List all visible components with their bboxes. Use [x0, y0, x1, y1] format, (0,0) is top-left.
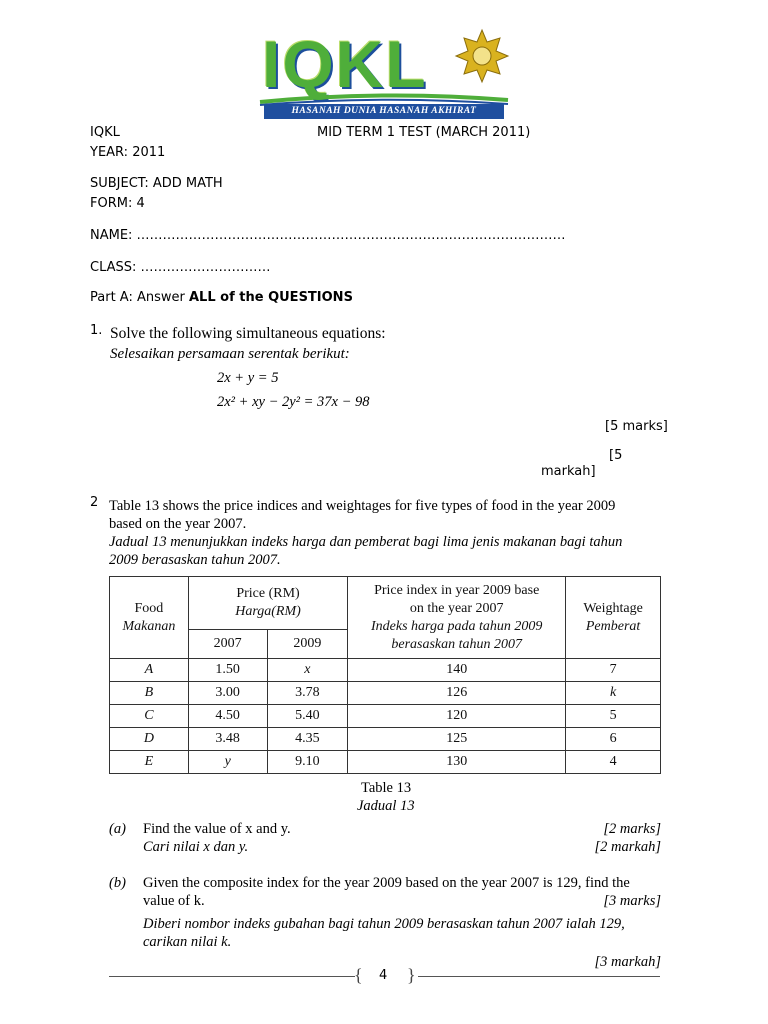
cell-price-2009: 4.35	[267, 728, 348, 751]
price-index-table	[109, 576, 661, 774]
star-emblem-icon	[454, 28, 510, 84]
cell-index: 130	[348, 751, 566, 774]
cell-price-2007: 4.50	[188, 705, 267, 728]
q1-marks-ms-2: markah]	[541, 464, 596, 479]
cell-index: 120	[348, 705, 566, 728]
header-price	[188, 577, 347, 630]
header-weightage	[566, 577, 661, 659]
q2a-text-en: Find the value of x and y.	[143, 821, 291, 837]
header-weightage-ms: Pemberat	[585, 618, 641, 634]
table-row	[110, 705, 661, 728]
cell-price-2009: 3.78	[267, 682, 348, 705]
part-a-instruction	[90, 290, 353, 306]
cell-price-2009: x	[267, 659, 348, 682]
q2-text-en-1: Table 13 shows the price indices and weightages for five types of food in the year 2009	[109, 498, 616, 514]
q1-number: 1.	[90, 323, 103, 338]
header-index-en-1: Price index in year 2009 base	[374, 582, 540, 598]
q2b-text-ms-1: Diberi nombor indeks gubahan bagi tahun 2009 berasaskan tahun 2007 ialah 129,	[143, 916, 625, 932]
cell-weightage: 7	[566, 659, 661, 682]
footer-rule-right	[418, 976, 660, 977]
table-row	[110, 728, 661, 751]
header-year-2007: 2007	[188, 630, 267, 659]
header-index	[348, 577, 566, 659]
form-line: FORM: 4	[90, 196, 145, 211]
header-food-en: Food	[134, 600, 164, 616]
cell-price-2007: y	[188, 751, 267, 774]
q2-text-ms-2: 2009 berasaskan tahun 2007.	[109, 552, 281, 568]
cell-food: A	[110, 659, 189, 682]
subject-line: SUBJECT: ADD MATH	[90, 176, 223, 191]
q2a-text-ms: Cari nilai x dan y.	[143, 839, 249, 855]
q2b-text-en-1: Given the composite index for the year 2009 based on the year 2007 is 129, find the	[143, 875, 630, 891]
test-title: MID TERM 1 TEST (MARCH 2011)	[317, 125, 531, 140]
table-row	[110, 682, 661, 705]
table-row	[110, 659, 661, 682]
q2a-marks-en: [2 marks]	[603, 821, 661, 837]
cell-index: 126	[348, 682, 566, 705]
cell-price-2009: 5.40	[267, 705, 348, 728]
header-index-ms-2: berasaskan tahun 2007	[391, 636, 523, 652]
q2b-text-en-2: value of k.	[143, 893, 205, 909]
q2a-marks-ms: [2 markah]	[594, 839, 661, 855]
q1-equation-2: 2x² + xy − 2y² = 37x − 98	[217, 394, 370, 410]
header-food-ms: Makanan	[122, 618, 176, 634]
logo-tagline: HASANAH DUNIA HASANAH AKHIRAT	[264, 104, 504, 119]
cell-food: C	[110, 705, 189, 728]
cell-index: 140	[348, 659, 566, 682]
header-weightage-en: Weightage	[583, 600, 643, 616]
q1-marks-ms-1: [5	[609, 448, 623, 463]
header-price-ms: Harga(RM)	[235, 604, 301, 619]
cell-price-2007: 1.50	[188, 659, 267, 682]
header-price-en: Price (RM)	[236, 586, 300, 601]
q1-text-en: Solve the following simultaneous equations:	[110, 325, 386, 342]
class-line: CLASS: …………………………	[90, 260, 271, 275]
cell-weightage: 4	[566, 751, 661, 774]
year-line: YEAR: 2011	[90, 145, 166, 160]
cell-food: D	[110, 728, 189, 751]
table-row	[110, 751, 661, 774]
page-number: 4	[379, 968, 388, 983]
q2b-marks-en: [3 marks]	[603, 893, 661, 909]
q1-equation-1: 2x + y = 5	[217, 370, 279, 386]
q2b-text-ms-2: carikan nilai k.	[143, 934, 232, 950]
cell-weightage: 5	[566, 705, 661, 728]
cell-index: 125	[348, 728, 566, 751]
cell-food: B	[110, 682, 189, 705]
part-a-prefix: Part A: Answer	[90, 290, 189, 305]
q2b-label: (b)	[109, 875, 126, 891]
q2-number: 2	[90, 495, 99, 510]
cell-weightage: k	[566, 682, 661, 705]
school-name: IQKL	[90, 125, 120, 140]
part-a-emphasis: ALL of the QUESTIONS	[189, 290, 353, 305]
iqkl-logo	[258, 22, 510, 120]
footer-bracket-right: }	[407, 965, 416, 985]
q2-text-ms-1: Jadual 13 menunjukkan indeks harga dan pemberat bagi lima jenis makanan bagi tahun	[109, 534, 623, 550]
cell-food: E	[110, 751, 189, 774]
q2a-label: (a)	[109, 821, 126, 837]
cell-price-2009: 9.10	[267, 751, 348, 774]
header-index-ms-1: Indeks harga pada tahun 2009	[371, 618, 543, 634]
table-caption-ms: Jadual 13	[357, 798, 415, 814]
header-index-en-2: on the year 2007	[409, 600, 504, 616]
cell-price-2007: 3.00	[188, 682, 267, 705]
q2b-marks-ms: [3 markah]	[594, 954, 661, 970]
name-line: NAME: ………………………………………………………………………………………	[90, 228, 566, 243]
q2-text-en-2: based on the year 2007.	[109, 516, 247, 532]
cell-weightage: 6	[566, 728, 661, 751]
q1-marks-en: [5 marks]	[605, 419, 668, 434]
logo-wordmark: IQKL	[262, 27, 428, 101]
q1-text-ms: Selesaikan persamaan serentak berikut:	[110, 346, 350, 362]
header-food	[110, 577, 189, 659]
footer-rule-left	[109, 976, 355, 977]
footer-bracket-left: {	[354, 965, 363, 985]
header-year-2009: 2009	[267, 630, 348, 659]
table-caption-en: Table 13	[361, 780, 412, 796]
cell-price-2007: 3.48	[188, 728, 267, 751]
